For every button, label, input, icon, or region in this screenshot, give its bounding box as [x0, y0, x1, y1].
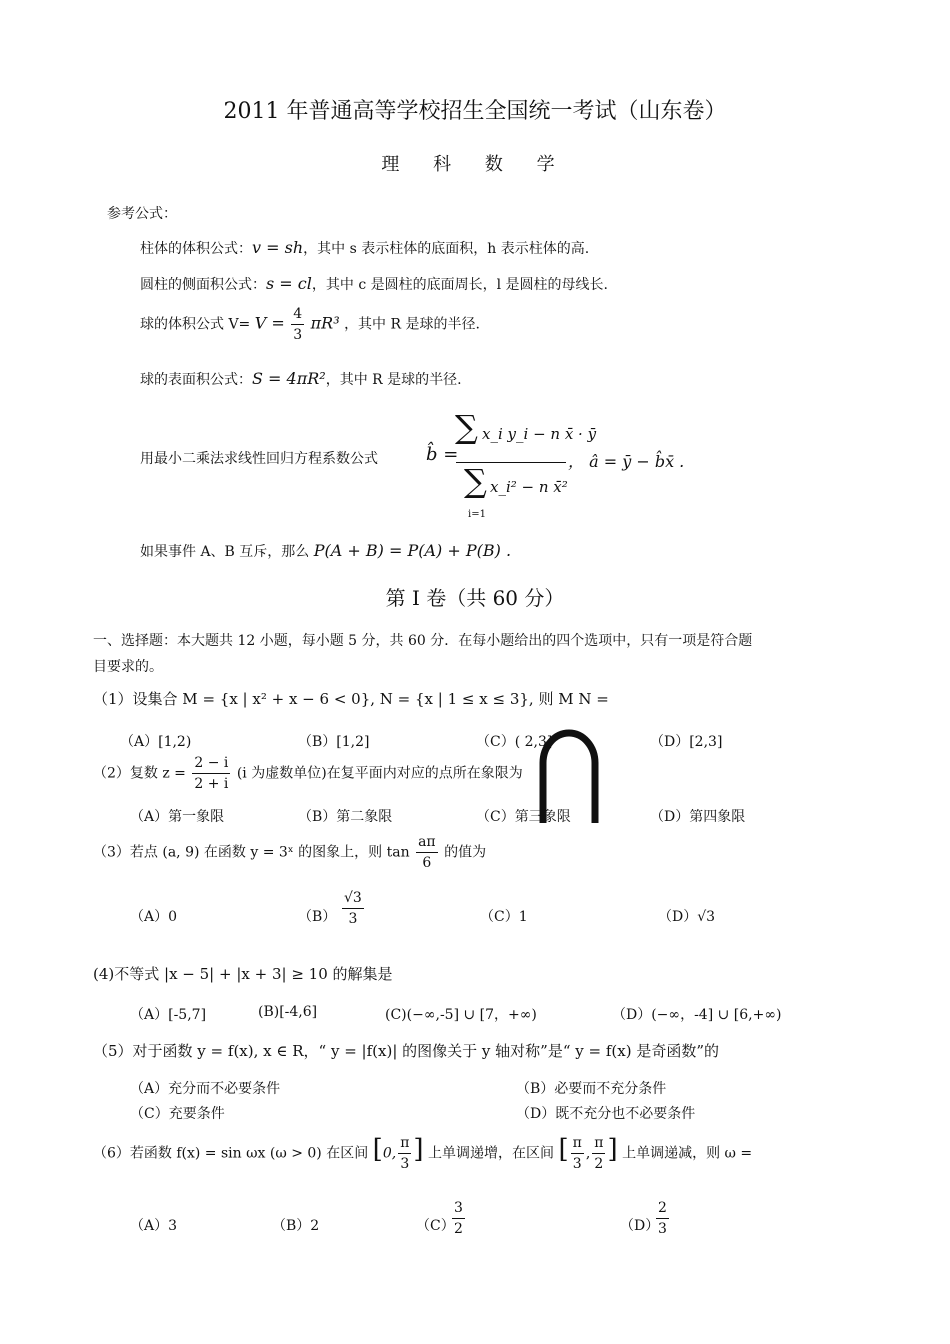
formula-math: P(A + B) = P(A) + P(B) .: [313, 541, 512, 560]
numerator: aπ: [416, 832, 438, 853]
option-d: （D）[2,3]: [650, 734, 723, 750]
option-a: （A）[-5,7]: [130, 1007, 207, 1023]
formula-events: [140, 541, 511, 561]
sigma-symbol: ∑: [455, 408, 478, 446]
option-b-fraction: [340, 888, 366, 929]
option-c: （C）第三象限: [476, 809, 571, 825]
stem-text: 上单调递减，则 ω =: [622, 1145, 753, 1162]
option-a: （A）3: [130, 1218, 178, 1234]
option-b: （B）必要而不充分条件: [516, 1081, 667, 1097]
formula-text: 如果事件 A、B 互斥，那么: [140, 544, 310, 560]
denominator: 3: [348, 911, 358, 927]
option-d: （D）√3: [658, 909, 716, 925]
denominator: 3: [293, 327, 303, 343]
formula-regression-numerator: x_i y_i − n x̄ · ȳ: [482, 425, 597, 443]
formula-text: 球的表面积公式：: [140, 372, 252, 388]
formula-text: 球的体积公式 V=: [140, 316, 251, 333]
denominator: 3: [572, 1156, 582, 1172]
question-5-stem: （5）对于函数 y = f(x), x ∈ R，“ y = |f(x)| 的图像关于 y 轴对称”是“ y = f(x) 是奇函数”的: [93, 1042, 719, 1060]
option-d: （D）第四象限: [650, 809, 746, 825]
formula-regression-b: b̂ =: [426, 444, 459, 465]
option-d-fraction: [654, 1198, 671, 1239]
fraction: [416, 832, 438, 873]
question-1-stem: （1）设集合 M = {x | x² + x − 6 < 0}, N = {x | 1 ≤ x ≤ 3}, 则 M N =: [93, 690, 609, 708]
question-3-stem: [93, 832, 486, 873]
question-2-stem: [93, 753, 523, 794]
formula-cylinder-side: [140, 274, 608, 294]
section-intro: 目要求的。: [93, 659, 163, 675]
option-b: (B)[-4,6]: [258, 1004, 318, 1020]
formula-text: ，其中 R 是球的半径.: [344, 316, 480, 333]
fraction: [192, 753, 230, 794]
formula-regression-label: 用最小二乘法求线性回归方程系数公式: [140, 451, 378, 467]
fraction: [398, 1133, 411, 1174]
bracket-right: ]: [413, 1134, 424, 1165]
fraction: [291, 304, 304, 345]
denominator: 2: [454, 1221, 463, 1237]
option-a: （A）0: [130, 909, 178, 925]
option-c: （C）1: [480, 909, 528, 925]
option-b: （B）[1,2]: [298, 734, 370, 750]
formula-text: ，其中 c 是圆柱的底面周长，l 是圆柱的母线长.: [311, 277, 608, 293]
formula-text: 圆柱的侧面积公式：: [140, 277, 266, 293]
formula-math: v = sh: [252, 238, 304, 257]
formula-sphere-volume: [140, 304, 480, 345]
numerator: 4: [291, 304, 304, 325]
section-intro: 一、选择题：本大题共 12 小题，每小题 5 分，共 60 分．在每小题给出的四个选项中，只有一项是符合题: [93, 633, 753, 649]
option-a: （A）[1,2): [120, 734, 192, 750]
sigma-symbol: ∑: [464, 462, 487, 500]
interval-text: 0,: [382, 1145, 397, 1162]
denominator: 2: [594, 1156, 604, 1172]
numerator: π: [571, 1133, 584, 1154]
option-c-fraction: [450, 1198, 467, 1239]
formula-regression-a: ， â = ȳ − b̂x̄ .: [568, 452, 685, 471]
denominator: 3: [400, 1156, 410, 1172]
numerator: 2 − i: [192, 753, 230, 774]
option-d: （D）既不充分也不必要条件: [516, 1106, 696, 1122]
option-b: （B）: [298, 909, 337, 925]
formula-regression-denominator: x_i² − n x̄²: [490, 478, 568, 496]
option-c: （C）充要条件: [130, 1106, 225, 1122]
denominator: 6: [422, 855, 432, 871]
stem-text: （6）若函数 f(x) = sin ωx (ω > 0) 在区间: [93, 1145, 369, 1162]
stem-text: 上单调递增，在区间: [428, 1145, 554, 1162]
formula-math: V =: [254, 313, 285, 333]
sum-index: i=1: [468, 509, 486, 520]
formulas-label: 参考公式：: [107, 206, 177, 222]
numerator: π: [398, 1133, 411, 1154]
numerator: 3: [452, 1198, 465, 1219]
numerator: 2: [656, 1198, 669, 1219]
fraction: [571, 1133, 584, 1174]
formula-cylinder-volume: [140, 238, 589, 258]
fraction: [452, 1198, 465, 1239]
numerator: √3: [342, 888, 364, 909]
formula-math: S = 4πR²: [252, 369, 326, 388]
question-4-stem: (4)不等式 |x − 5| + |x + 3| ≥ 10 的解集是: [93, 965, 393, 983]
bracket-right: ]: [607, 1134, 618, 1165]
bracket-left: [: [372, 1134, 383, 1165]
denominator: 3: [658, 1221, 667, 1237]
option-b: （B）2: [272, 1218, 320, 1234]
option-c: （C）: [416, 1218, 455, 1234]
option-b: （B）第二象限: [298, 809, 393, 825]
subject-title: 理 科 数 学: [381, 154, 569, 175]
option-d: （D）: [620, 1218, 660, 1234]
formula-text: ，其中 s 表示柱体的底面积，h 表示柱体的高.: [303, 241, 590, 257]
stem-text: 的值为: [444, 844, 487, 861]
numerator: π: [592, 1133, 605, 1154]
formula-text: ，其中 R 是球的半径.: [325, 372, 462, 388]
formula-math: πR³: [310, 313, 340, 333]
option-a: （A）第一象限: [130, 809, 225, 825]
option-c: (C)(−∞,-5] ∪ [7，+∞): [385, 1007, 537, 1023]
exam-title: 2011 年普通高等学校招生全国统一考试（山东卷）: [223, 99, 727, 124]
denominator: 2 + i: [194, 776, 229, 792]
stem-text: (i 为虚数单位)在复平面内对应的点所在象限为: [236, 765, 523, 782]
formula-math: s = cl: [266, 274, 312, 293]
option-c: （C）( 2,3]: [476, 734, 553, 750]
question-6-stem: （6）若函数 f(x) = sin ωx (ω > 0) 在区间 [0, $\frac{\pi}{3}$ ] 上单调递增，在区间 [ $\frac{\pi}{3}$ , $\frac{\pi}{2}$ ] 上单调递减，则 ω =: [93, 1134, 753, 1172]
fraction: [342, 888, 364, 929]
fraction: [592, 1133, 605, 1174]
bracket-left: [: [558, 1134, 569, 1165]
formula-sphere-area: [140, 369, 462, 389]
fraction: [656, 1198, 669, 1239]
option-d: （D）(−∞，-4] ∪ [6,+∞): [612, 1007, 782, 1023]
stem-text: （3）若点 (a, 9) 在函数 y = 3ˣ 的图象上，则 tan: [93, 844, 410, 861]
section-title: 第 I 卷（共 60 分）: [385, 586, 565, 610]
formula-text: 柱体的体积公式：: [140, 241, 252, 257]
arch-glyph-icon: [537, 725, 601, 825]
stem-text: （2）复数 z =: [93, 765, 186, 782]
option-a: （A）充分而不必要条件: [130, 1081, 281, 1097]
